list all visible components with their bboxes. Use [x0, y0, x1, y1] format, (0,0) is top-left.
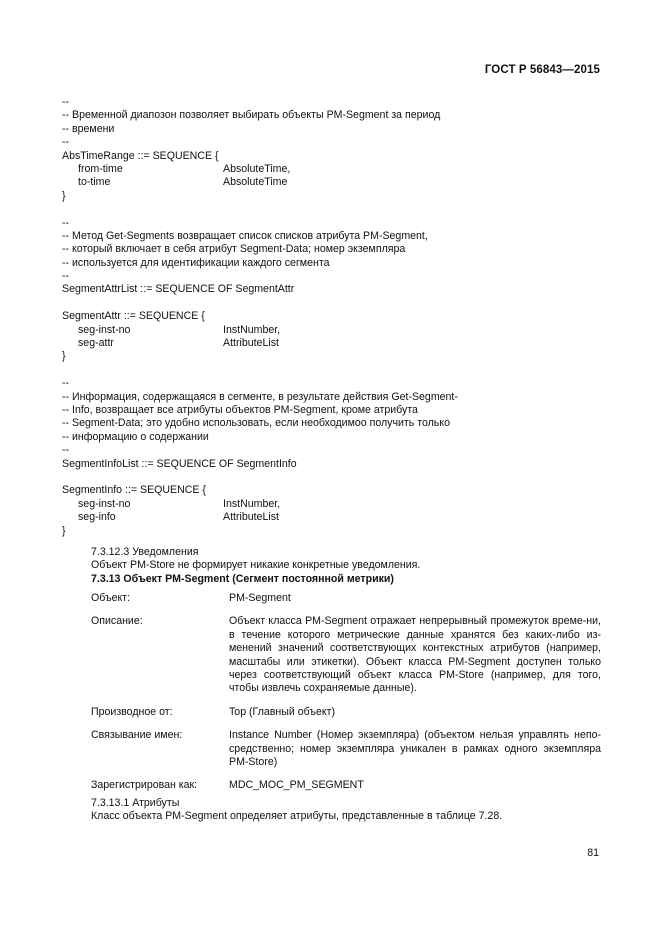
definition-row [91, 592, 601, 605]
notifications-text: Объект PM-Store не формирует никакие конкретные уведомления. [91, 559, 421, 572]
code-line-text: -- Информация, содержащаяся в сегменте, в результате действия Get-Segment- [62, 390, 458, 403]
code-line-text: } [62, 189, 66, 202]
code-line-text: -- [62, 96, 70, 108]
definition-key: Зарегистрирован как: [91, 779, 198, 792]
attributes-section [91, 797, 601, 824]
attributes-heading: 7.3.13.1 Атрибуты [91, 797, 180, 809]
code-line [62, 230, 622, 243]
code-line-text: -- информацию о содержании [62, 430, 209, 443]
definition-row [91, 779, 601, 792]
code-line [62, 136, 622, 149]
code-line [62, 163, 622, 176]
definition-key: Связывание имен: [91, 729, 183, 742]
document-header: ГОСТ Р 56843—2015 [484, 64, 600, 76]
code-line-text: SegmentAttrList ::= SEQUENCE OF SegmentAttr [62, 283, 295, 296]
definition-value: Объект класса PM-Segment отражает непрерывный промежуток време-ни, в течение которого метрические данные хранятся без каких-либо из-менений значений соответствующих контекстных атрибутов (например, масштабы или этикетки). Объект класса PM-Segment доступен только через соответствующий объект класса PM-Store (например, для того, чтобы извлечь сохраняемые данные). [229, 615, 601, 695]
code-line [62, 471, 622, 484]
code-line-text: SegmentInfo ::= SEQUENCE { [62, 484, 206, 497]
code-line [62, 123, 622, 136]
code-line-text: -- времени [62, 122, 115, 135]
definition-value: Top (Главный объект) [229, 705, 335, 718]
code-line-text: from-time [78, 162, 123, 175]
code-line [62, 190, 622, 203]
code-line-text: SegmentInfoList ::= SEQUENCE OF SegmentInfo [62, 457, 297, 470]
code-line [62, 444, 622, 457]
definition-row [91, 729, 601, 769]
code-line [62, 257, 622, 270]
definition-key: Производное от: [91, 705, 173, 718]
code-line-text: } [62, 350, 66, 363]
code-line [62, 324, 622, 337]
code-line [62, 176, 622, 189]
code-line-text: -- [62, 216, 70, 229]
code-line [62, 217, 622, 230]
code-line [62, 404, 622, 417]
code-line-text: seg-info [78, 511, 116, 524]
page-number: 81 [587, 847, 599, 859]
code-line-text: -- используется для идентификации каждого сегмента [62, 256, 330, 269]
code-line-text: -- [62, 270, 70, 283]
code-line-text: -- Метод Get-Segments возвращает список списков атрибута PM-Segment, [62, 229, 428, 242]
code-line [62, 525, 622, 538]
code-line [62, 498, 622, 511]
code-line-text: to-time [78, 176, 111, 189]
code-line-type: AbsoluteTime [223, 176, 288, 189]
code-line-type: AbsoluteTime, [223, 162, 291, 175]
pm-segment-heading: 7.3.13 Объект PM-Segment (Сегмент постоянной метрики) [91, 572, 394, 585]
code-line [62, 458, 622, 471]
pm-segment-definition-table [91, 592, 601, 793]
definition-value: Instance Number (Номер экземпляра) (объектом нельзя управлять непо-средственно; номер экземпляра уникален в рамках одного экземпляра PM-Store) [229, 729, 601, 769]
code-line [62, 109, 622, 122]
code-line-text: seg-inst-no [78, 323, 131, 336]
code-line [62, 511, 622, 524]
code-line-text: -- Segment-Data; это удобно использовать, если необходимоо получить только [62, 417, 450, 430]
code-line-text: SegmentAttr ::= SEQUENCE { [62, 310, 205, 323]
code-line-type: AttributeList [223, 337, 279, 350]
code-line [62, 297, 622, 310]
code-line [62, 337, 622, 350]
code-line [62, 310, 622, 323]
definition-value: PM-Segment [229, 592, 291, 604]
code-line [62, 243, 622, 256]
code-line-text: -- [62, 136, 70, 149]
code-line-text: AbsTimeRange ::= SEQUENCE { [62, 149, 219, 162]
code-line-type: AttributeList [223, 511, 279, 524]
code-line-text: -- [62, 444, 70, 457]
code-line-text: seg-attr [78, 337, 114, 350]
code-line [62, 203, 622, 216]
code-line [62, 96, 622, 109]
definition-row [91, 706, 601, 719]
code-line-text: -- который включает в себя атрибут Segment-Data; номер экземпляра [62, 243, 406, 256]
notifications-heading: 7.3.12.3 Уведомления [91, 546, 199, 558]
code-line [62, 484, 622, 497]
notifications-section [91, 546, 420, 586]
code-line-text: -- [62, 377, 70, 390]
code-line-text: } [62, 524, 66, 537]
code-line [62, 150, 622, 163]
code-line-type: InstNumber, [223, 323, 281, 336]
attributes-text: Класс объекта PM-Segment определяет атрибуты, представленные в таблице 7.28. [91, 810, 503, 823]
code-line [62, 283, 622, 296]
code-line [62, 377, 622, 390]
code-line-text: -- Временной диапозон позволяет выбирать объекты PM-Segment за период [62, 109, 441, 122]
code-line [62, 364, 622, 377]
definition-key: Описание: [91, 615, 143, 628]
definition-key: Объект: [91, 592, 131, 604]
definition-value: MDC_MOC_PM_SEGMENT [229, 779, 364, 792]
code-line [62, 431, 622, 444]
code-line-type: InstNumber, [223, 497, 281, 510]
code-line [62, 270, 622, 283]
code-line [62, 417, 622, 430]
code-line-text: seg-inst-no [78, 497, 131, 510]
code-line [62, 350, 622, 363]
definition-row [91, 615, 601, 695]
code-line [62, 391, 622, 404]
code-line-text: -- Info, возвращает все атрибуты объектов PM-Segment, кроме атрибута [62, 403, 418, 416]
asn1-code-block [62, 96, 622, 538]
